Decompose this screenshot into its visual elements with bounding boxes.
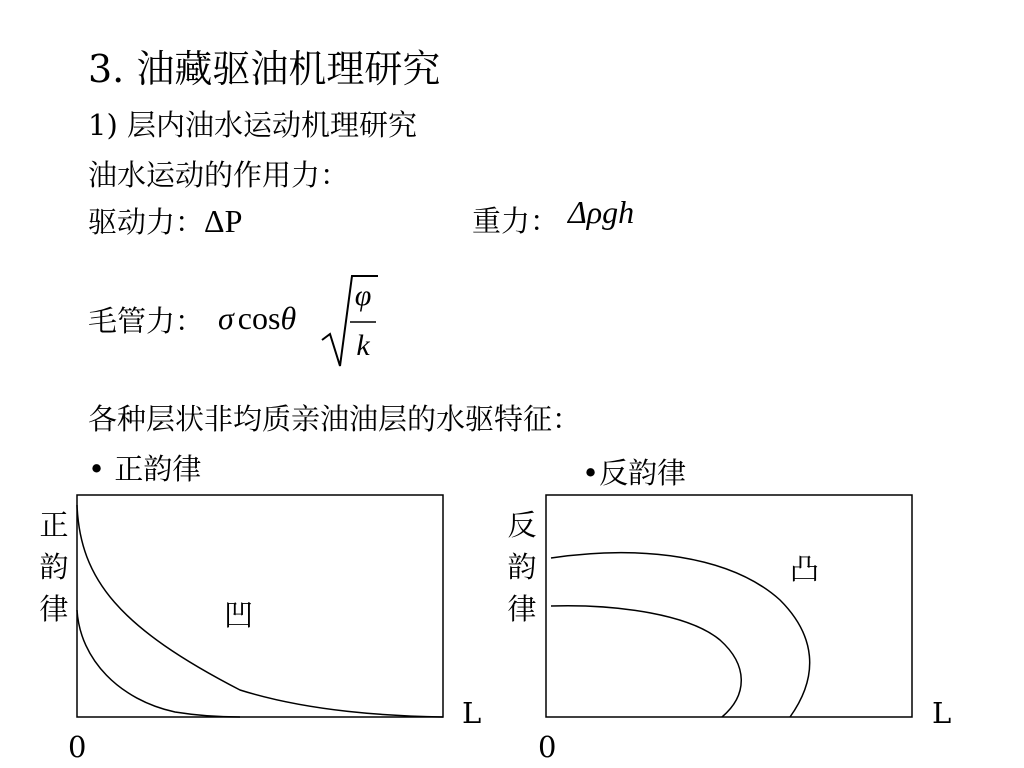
bullet-positive-rhythm: • 正韵律	[88, 452, 202, 486]
gravity-formula: Δρgh	[568, 194, 635, 230]
region-label-concave: 凹	[224, 598, 254, 632]
driving-force-formula: ΔP	[204, 203, 243, 239]
vertical-label-char-1: 正	[39, 508, 69, 542]
front-curve-inner	[551, 606, 741, 717]
theta-symbol: θ	[280, 300, 297, 336]
x-axis-label: L	[932, 696, 952, 730]
x-axis-label: L	[462, 696, 482, 730]
phi-numerator: φ	[354, 279, 372, 312]
forces-heading: 油水运动的作用力：	[88, 158, 350, 192]
vertical-label-char-1: 反	[507, 508, 537, 542]
subtitle: 1) 层内油水运动机理研究	[88, 108, 417, 142]
characteristics-heading: 各种层状非均质亲油油层的水驱特征：	[88, 402, 582, 436]
plot-frame	[546, 495, 912, 717]
vertical-label-char-3: 律	[507, 592, 537, 626]
cos-function: cos	[237, 300, 281, 336]
driving-force-label: 驱动力：	[88, 205, 205, 239]
origin-label: 0	[68, 730, 87, 764]
vertical-label-char-2: 韵	[507, 550, 537, 584]
slide-title: 3. 油藏驱油机理研究	[88, 47, 441, 91]
front-curve-outer	[551, 553, 810, 717]
bullet-reverse-rhythm: •反韵律	[582, 456, 687, 490]
gravity-label: 重力：	[472, 204, 560, 238]
sigma-symbol: σ	[218, 300, 234, 336]
vertical-label-char-2: 韵	[39, 550, 69, 584]
capillary-force-label: 毛管力：	[88, 304, 205, 338]
origin-label: 0	[538, 730, 557, 764]
vertical-label-char-3: 律	[39, 592, 69, 626]
k-denominator: k	[356, 329, 370, 362]
region-label-convex: 凸	[790, 552, 820, 586]
